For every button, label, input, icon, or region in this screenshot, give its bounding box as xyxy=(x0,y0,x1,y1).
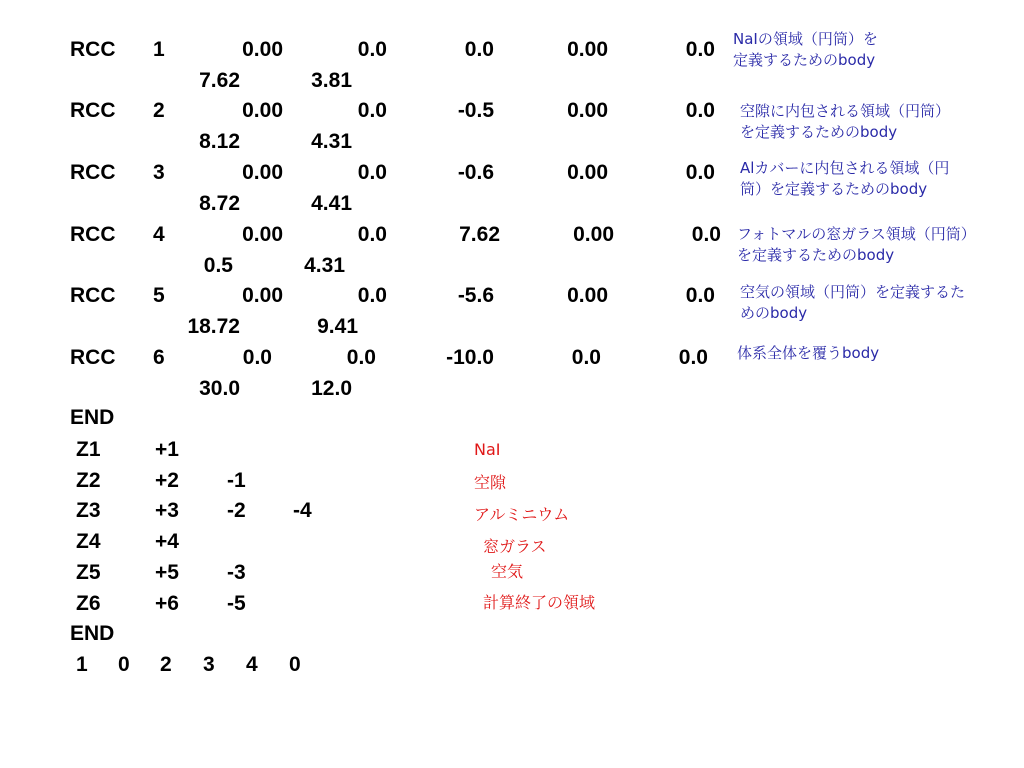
body-param: 0.00 xyxy=(242,223,283,246)
body-param: 0.00 xyxy=(567,284,608,307)
body-radius: 4.31 xyxy=(311,130,352,153)
end-label-zones: END xyxy=(70,622,115,645)
body-param: 0.0 xyxy=(678,346,708,369)
body-type: RCC xyxy=(70,161,116,184)
body-param: 0.0 xyxy=(242,346,272,369)
body-radius: 4.41 xyxy=(311,192,352,215)
region-number: 2 xyxy=(160,653,172,676)
body-param: 0.0 xyxy=(685,284,715,307)
body-param: 0.0 xyxy=(571,346,601,369)
note-line-1: NaIの領域（円筒）を xyxy=(733,30,878,48)
note-line-1: 体系全体を覆うbody xyxy=(737,344,880,362)
body-param: 0.00 xyxy=(567,161,608,184)
body-type: RCC xyxy=(70,284,116,307)
note-line-1: Alカバーに内包される領域（円 xyxy=(740,159,950,177)
note-line-2: 筒）を定義するためのbody xyxy=(740,180,928,198)
material-label-air: 空気 xyxy=(491,562,524,581)
note-rcc-2 xyxy=(740,101,950,143)
region-number: 4 xyxy=(246,653,258,676)
body-id: 3 xyxy=(153,161,165,184)
material-label-void: 空隙 xyxy=(474,473,507,492)
body-type: RCC xyxy=(70,99,116,122)
body-id: 4 xyxy=(153,223,165,246)
body-height: 0.5 xyxy=(203,254,233,277)
note-rcc-5 xyxy=(740,282,965,324)
body-id: 5 xyxy=(153,284,165,307)
material-label-termination: 計算終了の領域 xyxy=(483,593,596,612)
zone-body-ref: +5 xyxy=(155,561,179,584)
note-line-1: 空気の領域（円筒）を定義するた xyxy=(740,283,966,301)
region-number: 0 xyxy=(289,653,301,676)
note-rcc-4 xyxy=(737,224,976,266)
body-radius: 12.0 xyxy=(311,377,352,400)
material-label-nai: NaI xyxy=(474,440,501,459)
note-line-2: 定義するためのbody xyxy=(733,51,876,69)
body-radius: 4.31 xyxy=(304,254,345,277)
body-param: 0.00 xyxy=(573,223,614,246)
body-param: 0.00 xyxy=(242,161,283,184)
material-label-aluminum: アルミニウム xyxy=(474,505,570,524)
body-param: 0.0 xyxy=(685,99,715,122)
zone-name: Z2 xyxy=(76,469,101,492)
body-id: 1 xyxy=(153,38,165,61)
body-param: 0.00 xyxy=(242,284,283,307)
note-rcc-1 xyxy=(733,29,878,71)
zone-body-ref: +2 xyxy=(155,469,179,492)
body-param: 0.0 xyxy=(685,161,715,184)
body-height: 30.0 xyxy=(199,377,240,400)
zone-body-ref: +1 xyxy=(155,438,179,461)
body-param: 0.0 xyxy=(346,346,376,369)
note-rcc-6 xyxy=(737,343,879,364)
body-type: RCC xyxy=(70,38,116,61)
body-height: 8.12 xyxy=(199,130,240,153)
note-rcc-3 xyxy=(740,158,949,200)
zone-body-ref: -2 xyxy=(227,499,246,522)
body-param: 0.0 xyxy=(357,99,387,122)
body-param: 0.0 xyxy=(357,223,387,246)
body-param: -0.5 xyxy=(457,99,494,122)
body-type: RCC xyxy=(70,346,116,369)
body-radius: 9.41 xyxy=(317,315,358,338)
body-param: 0.00 xyxy=(242,99,283,122)
zone-body-ref: -5 xyxy=(227,592,246,615)
body-param: -0.6 xyxy=(457,161,494,184)
end-label-geometry: END xyxy=(70,406,115,429)
zone-body-ref: +3 xyxy=(155,499,179,522)
zone-body-ref: -4 xyxy=(293,499,312,522)
region-number: 0 xyxy=(118,653,130,676)
body-param: 0.0 xyxy=(464,38,494,61)
zone-name: Z1 xyxy=(76,438,101,461)
body-height: 8.72 xyxy=(199,192,240,215)
region-number: 1 xyxy=(76,653,88,676)
zone-name: Z5 xyxy=(76,561,101,584)
zone-body-ref: -1 xyxy=(227,469,246,492)
body-param: 0.0 xyxy=(685,38,715,61)
material-label-window-glass: 窓ガラス xyxy=(483,537,547,556)
body-param: 0.0 xyxy=(357,38,387,61)
zone-body-ref: +4 xyxy=(155,530,179,553)
note-line-2: めのbody xyxy=(740,304,808,322)
note-line-2: を定義するためのbody xyxy=(737,246,895,264)
zone-body-ref: +6 xyxy=(155,592,179,615)
note-line-1: 空隙に内包される領域（円筒） xyxy=(740,102,951,120)
body-id: 2 xyxy=(153,99,165,122)
body-param: 0.00 xyxy=(567,38,608,61)
body-param: -10.0 xyxy=(446,346,494,369)
zone-body-ref: -3 xyxy=(227,561,246,584)
body-radius: 3.81 xyxy=(311,69,352,92)
zone-name: Z6 xyxy=(76,592,101,615)
body-height: 7.62 xyxy=(199,69,240,92)
body-param: -5.6 xyxy=(457,284,494,307)
note-line-1: フォトマルの窓ガラス領域（円筒） xyxy=(737,225,976,243)
body-type: RCC xyxy=(70,223,116,246)
body-param: 0.0 xyxy=(357,161,387,184)
region-number: 3 xyxy=(203,653,215,676)
body-height: 18.72 xyxy=(187,315,240,338)
zone-name: Z3 xyxy=(76,499,101,522)
body-param: 7.62 xyxy=(459,223,500,246)
body-param: 0.0 xyxy=(357,284,387,307)
zone-name: Z4 xyxy=(76,530,101,553)
note-line-2: を定義するためのbody xyxy=(740,123,898,141)
body-param: 0.0 xyxy=(691,223,721,246)
body-param: 0.00 xyxy=(567,99,608,122)
body-id: 6 xyxy=(153,346,165,369)
body-param: 0.00 xyxy=(242,38,283,61)
